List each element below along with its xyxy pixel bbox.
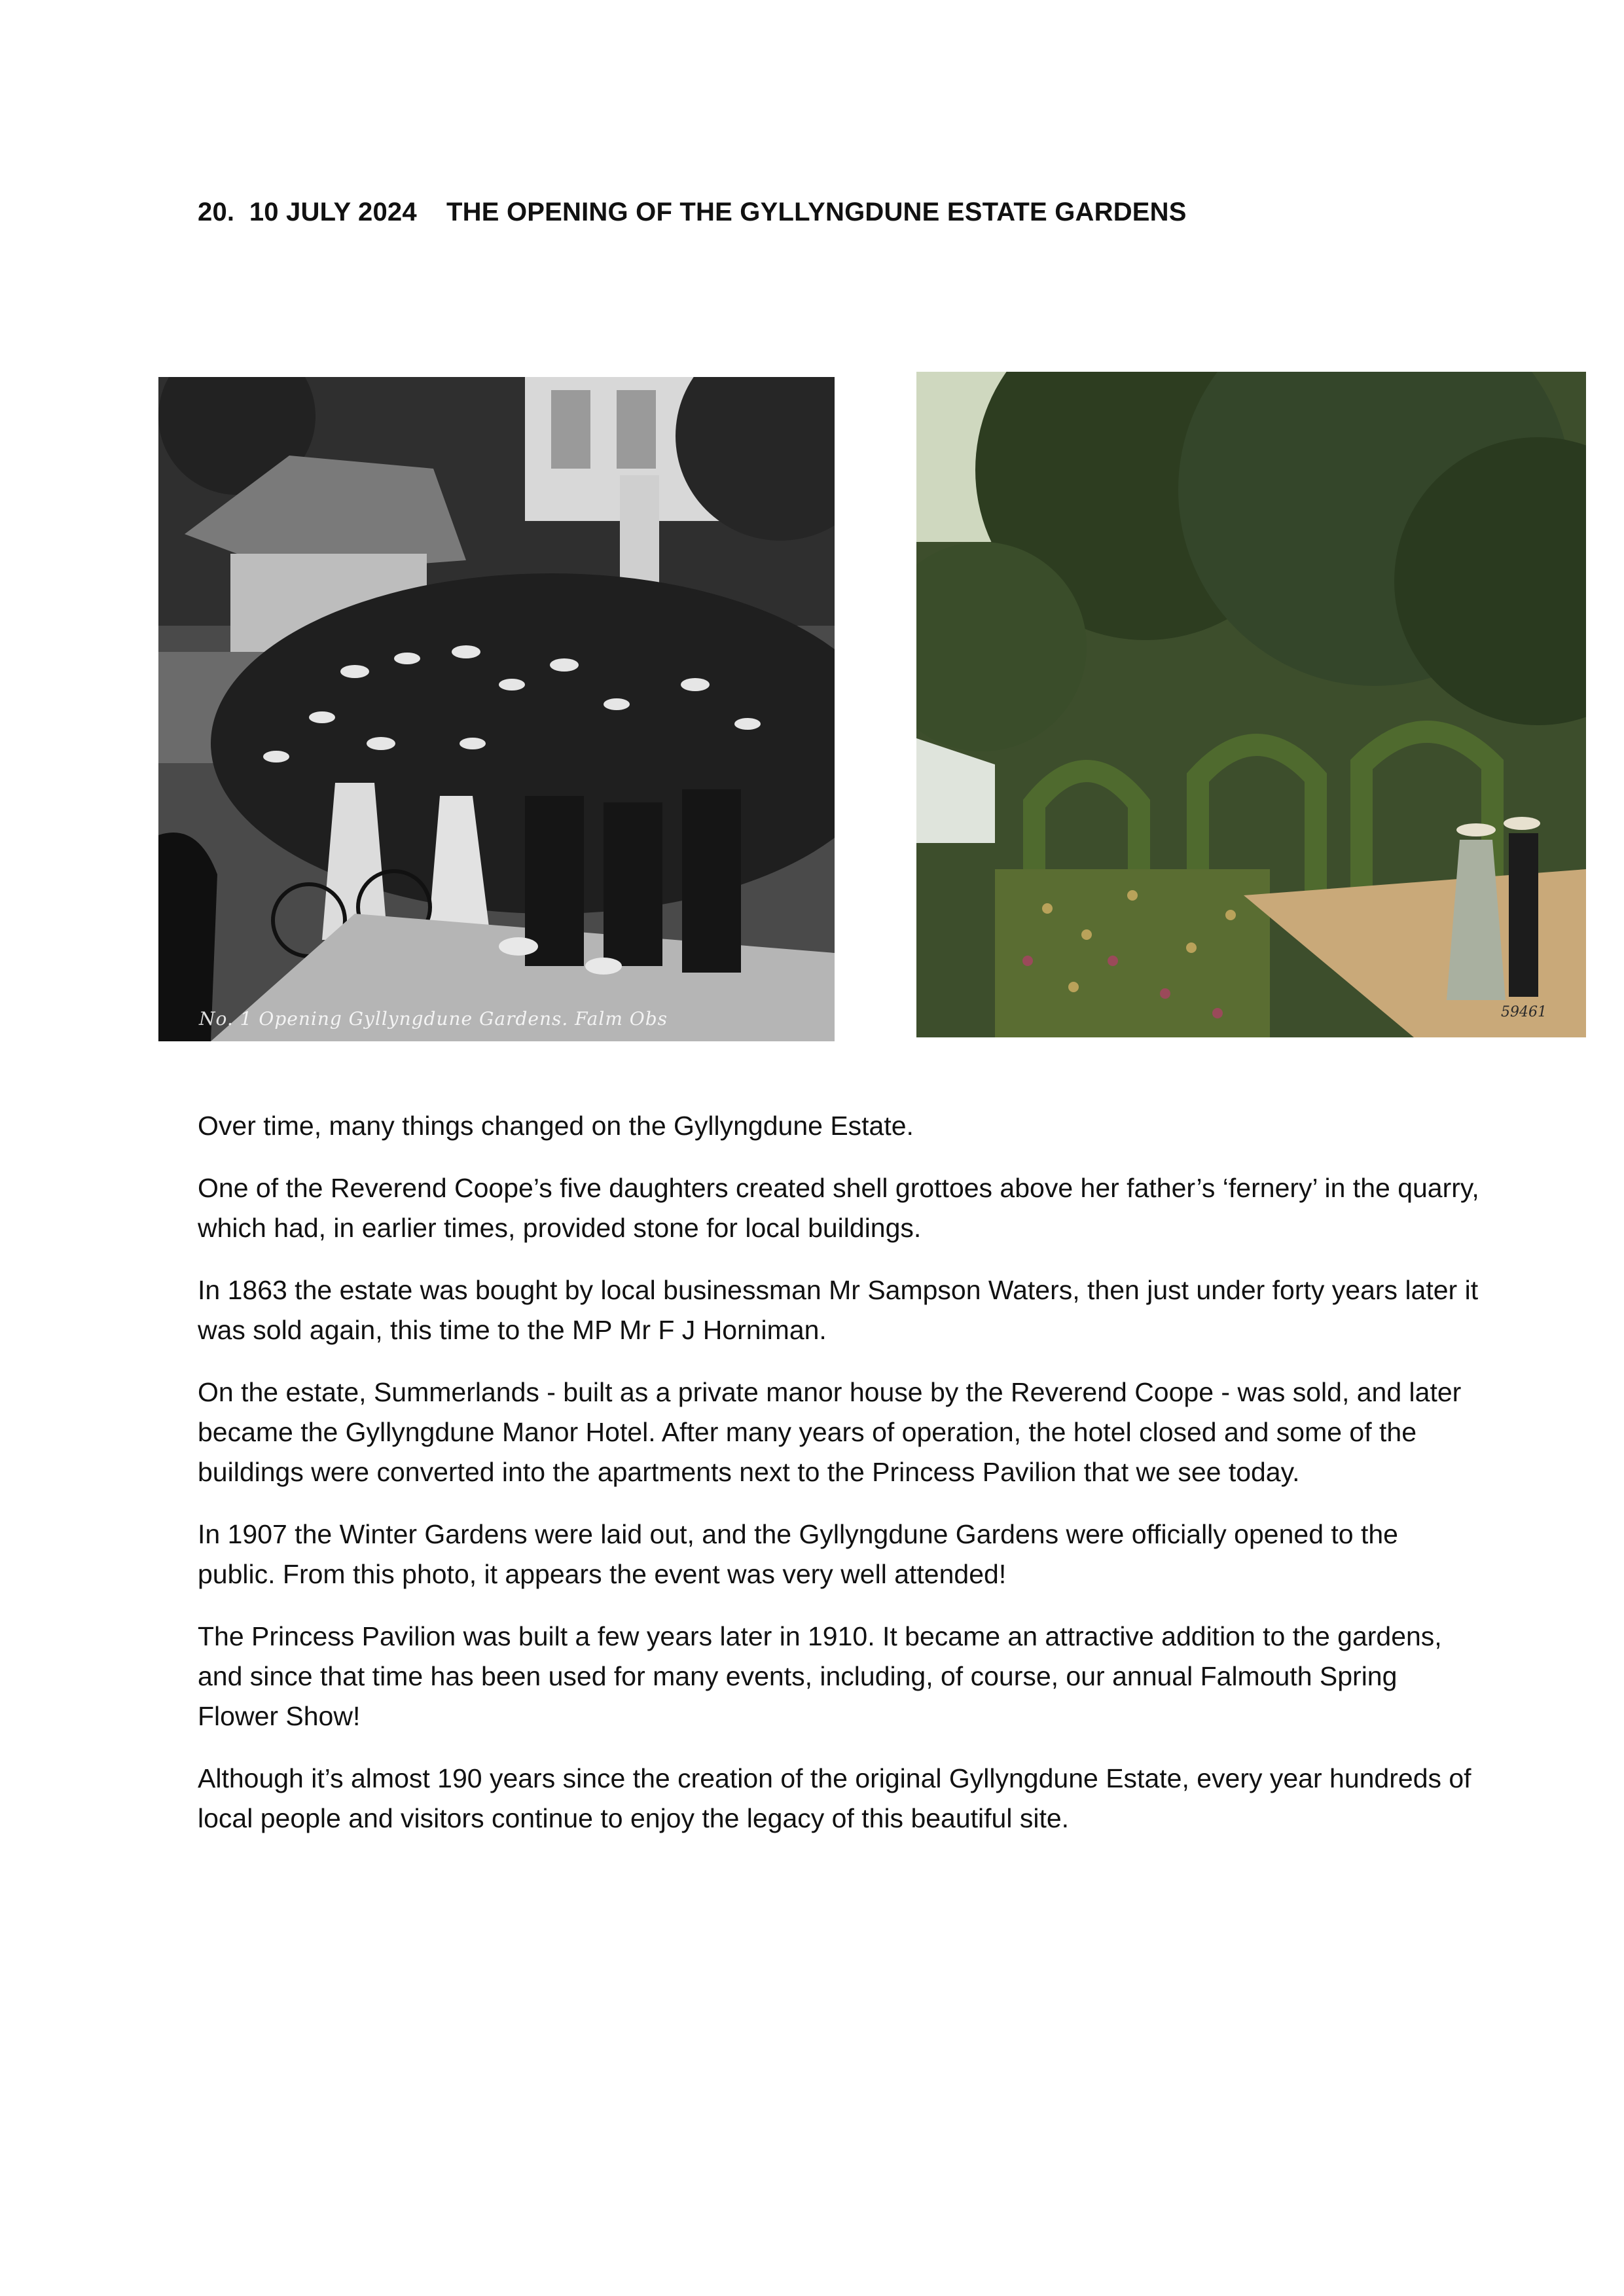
paragraph: In 1863 the estate was bought by local businessman Mr Sampson Waters, then just under forty years later it was sold again, this time to the MP Mr F J Horniman. (198, 1275, 1479, 1345)
garden-postcard-photo (916, 372, 1586, 1037)
paragraph: The Princess Pavilion was built a few years later in 1910. It became an attractive addition to the gardens, and since that time has been used for many events, including, of course, our annual Falmouth Spring Flower Show! (198, 1621, 1442, 1731)
photo-caption: No. 1 Opening Gyllyngdune Gardens. Falm Obs (199, 1008, 668, 1030)
opening-crowd-photo (158, 377, 835, 1041)
paragraph: On the estate, Summerlands - built as a private manor house by the Reverend Coope - was sold, and later became the Gyllyngdune Manor Hotel. After many years of operation, the hotel closed and some of the buildings were converted into the apartments next to the Princess Pavilion that we see today. (198, 1377, 1462, 1487)
paragraph: Over time, many things changed on the Gyllyngdune Estate. (198, 1111, 914, 1141)
paragraph: Although it’s almost 190 years since the creation of the original Gyllyngdune Estate, every year hundreds of local people and visitors continue to enjoy the legacy of this beautiful site. (198, 1763, 1471, 1833)
postcard-number: 59461 (1501, 1004, 1547, 1020)
paragraph: In 1907 the Winter Gardens were laid out, and the Gyllyngdune Gardens were officially opened to the public. From this photo, it appears the event was very well attended! (198, 1519, 1398, 1589)
article-body (198, 1106, 1481, 1861)
page-title: 20. 10 JULY 2024 THE OPENING OF THE GYLLYNGDUNE ESTATE GARDENS (198, 198, 1187, 226)
paragraph: One of the Reverend Coope’s five daughters created shell grottoes above her father’s ‘fernery’ in the quarry, which had, in earlier times, provided stone for local buildings. (198, 1173, 1479, 1243)
